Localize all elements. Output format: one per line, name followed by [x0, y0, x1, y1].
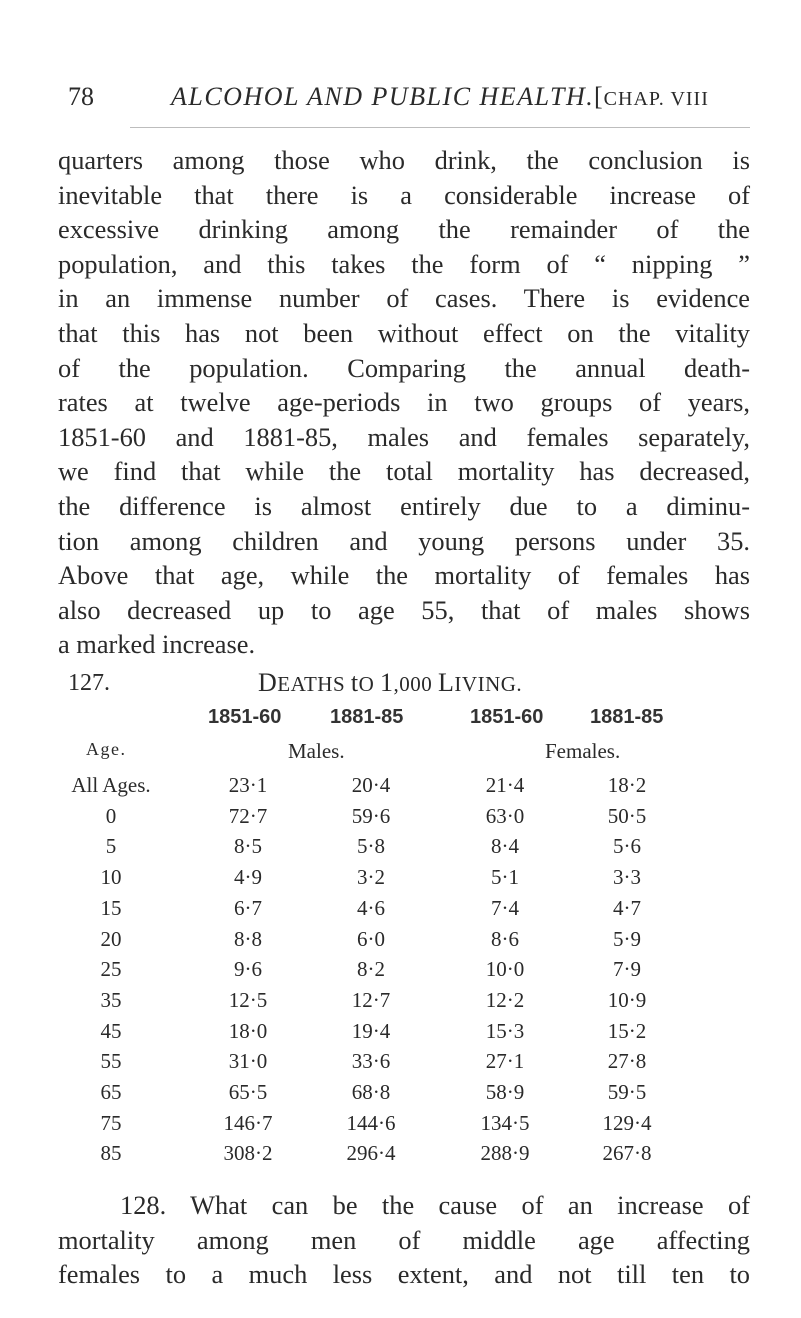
body-line: 1851-60 and 1881-85, males and females separately, — [58, 421, 750, 452]
rate-cell-m2: 5·8 — [357, 834, 385, 859]
chapter-label: CHAP. VIII — [603, 88, 709, 110]
rate-cell-f2: 4·7 — [613, 895, 641, 920]
table-row — [0, 896, 801, 922]
body-line: tion among children and young persons under 35. — [58, 525, 750, 556]
rate-cell-f1: 58·9 — [485, 1080, 525, 1104]
males-header: Males. — [288, 739, 345, 763]
rate-cell-f1: 21·4 — [485, 773, 525, 797]
rate-cell-f1: 288·9 — [480, 1141, 530, 1166]
age-cell: All Ages. — [71, 773, 151, 797]
period-header-female-2: 1881-85 — [590, 706, 664, 728]
rate-cell-m1: 9·6 — [234, 957, 262, 982]
age-cell: 10 — [100, 865, 122, 890]
rate-cell-m2: 68·8 — [351, 1080, 391, 1104]
rate-cell-f2: 267·8 — [602, 1141, 652, 1166]
rate-cell-f1: 12·2 — [485, 987, 525, 1012]
period-header-female-1: 1851-60 — [470, 706, 544, 728]
table-row — [0, 1111, 801, 1137]
rate-cell-m2: 8·2 — [357, 957, 385, 982]
rate-cell-f2: 18·2 — [607, 773, 647, 797]
age-cell: 25 — [100, 957, 122, 982]
section-number: 127. — [68, 670, 110, 696]
rate-cell-f2: 7·9 — [613, 957, 641, 982]
age-cell: 55 — [100, 1049, 122, 1074]
rate-cell-f2: 10·9 — [607, 987, 647, 1012]
running-title: ALCOHOL AND PUBLIC HEALTH. — [171, 82, 595, 111]
rate-cell-m1: 18·0 — [228, 1018, 268, 1043]
body-line: the difference is almost entirely due to a diminu- — [58, 490, 750, 521]
age-cell: 5 — [105, 834, 117, 859]
rate-cell-m1: 12·5 — [228, 987, 268, 1012]
body-line: we find that while the total mortality has decreased, — [58, 456, 750, 487]
rate-cell-m2: 33·6 — [351, 1049, 391, 1074]
rate-cell-f1: 10·0 — [485, 957, 525, 982]
rate-cell-m1: 8·8 — [234, 926, 262, 951]
body-line: in an immense number of cases. There is evidence — [58, 283, 750, 314]
rate-cell-m2: 296·4 — [346, 1141, 396, 1166]
rate-cell-f2: 5·6 — [613, 834, 641, 859]
rate-cell-m1: 4·9 — [234, 865, 262, 890]
rate-cell-m2: 6·0 — [357, 926, 385, 951]
closing-line: mortality among men of middle age affecting — [58, 1224, 750, 1255]
body-line: excessive drinking among the remainder of the — [58, 214, 750, 245]
rate-cell-f2: 50·5 — [607, 803, 647, 828]
age-cell: 85 — [100, 1141, 122, 1166]
table-row — [0, 834, 801, 860]
table-row — [0, 957, 801, 983]
rate-cell-f2: 5·9 — [613, 926, 641, 951]
table-row — [0, 1141, 801, 1167]
rate-cell-m2: 20·4 — [351, 773, 391, 797]
rate-cell-f2: 59·5 — [607, 1080, 647, 1104]
table-row — [0, 804, 801, 830]
females-header: Females. — [545, 739, 621, 763]
rate-cell-f2: 15·2 — [607, 1018, 647, 1043]
rate-cell-f2: 27·8 — [607, 1049, 647, 1074]
rate-cell-m1: 8·5 — [234, 834, 262, 859]
rate-cell-f1: 27·1 — [485, 1049, 525, 1074]
rate-cell-f2: 3·3 — [613, 865, 641, 890]
table-title: DEATHS tO 1,000 LIVING. — [258, 668, 523, 697]
rate-cell-m1: 72·7 — [228, 803, 268, 828]
page-number: 78 — [68, 82, 94, 111]
body-line: also decreased up to age 55, that of males shows — [58, 594, 750, 625]
body-line: a marked increase. — [58, 629, 256, 660]
body-line: of the population. Comparing the annual death- — [58, 352, 750, 383]
rate-cell-m1: 23·1 — [228, 773, 268, 797]
body-line: inevitable that there is a considerable increase of — [58, 179, 750, 210]
table-row — [0, 1080, 801, 1106]
chapter-reference: [CHAP. VIII — [594, 82, 709, 111]
closing-paragraph — [58, 1188, 750, 1292]
age-cell: 65 — [100, 1080, 122, 1104]
rate-cell-m1: 6·7 — [234, 895, 262, 920]
rate-cell-m2: 4·6 — [357, 895, 385, 920]
period-header-male-2: 1881-85 — [330, 706, 404, 728]
header-rule — [130, 127, 750, 128]
body-line: quarters among those who drink, the conclusion is — [58, 145, 750, 175]
closing-line: 128. What can be the cause of an increase of — [120, 1190, 750, 1220]
rate-cell-m1: 308·2 — [223, 1141, 273, 1166]
rate-cell-f1: 134·5 — [480, 1110, 530, 1135]
rate-cell-f2: 129·4 — [602, 1110, 652, 1135]
table-row — [0, 927, 801, 953]
period-header-male-1: 1851-60 — [208, 706, 282, 728]
body-line: Above that age, while the mortality of females has — [58, 560, 750, 591]
age-cell: 15 — [100, 895, 122, 920]
rate-cell-m1: 146·7 — [223, 1110, 273, 1135]
rate-cell-m2: 3·2 — [357, 865, 385, 890]
table-row — [0, 1049, 801, 1075]
closing-line: females to a much less extent, and not till ten to — [58, 1259, 750, 1290]
running-header — [68, 82, 748, 122]
body-line: population, and this takes the form of “ nipping ” — [58, 248, 750, 279]
rate-cell-f1: 8·6 — [491, 926, 519, 951]
rate-cell-f1: 15·3 — [485, 1018, 525, 1043]
age-cell: 45 — [100, 1018, 122, 1043]
rate-cell-f1: 7·4 — [491, 895, 519, 920]
age-column-header: Age. — [86, 739, 127, 759]
rate-cell-m1: 31·0 — [228, 1049, 268, 1074]
table-row — [0, 773, 801, 799]
table-row — [0, 865, 801, 891]
rate-cell-m2: 12·7 — [351, 987, 391, 1012]
rate-cell-m2: 144·6 — [346, 1110, 396, 1135]
age-cell: 35 — [100, 987, 122, 1012]
body-paragraph — [58, 143, 750, 662]
body-line: that this has not been without effect on the vitality — [58, 317, 750, 348]
age-cell: 0 — [105, 803, 117, 828]
table-row — [0, 988, 801, 1014]
rate-cell-f1: 5·1 — [491, 865, 519, 890]
rate-cell-m2: 59·6 — [351, 803, 391, 828]
rate-cell-m2: 19·4 — [351, 1018, 391, 1043]
age-cell: 20 — [100, 926, 122, 951]
rate-cell-f1: 8·4 — [491, 834, 519, 859]
table-row — [0, 1019, 801, 1045]
rate-cell-f1: 63·0 — [485, 803, 525, 828]
age-cell: 75 — [100, 1110, 122, 1135]
rate-cell-m1: 65·5 — [228, 1080, 268, 1104]
body-line: rates at twelve age-periods in two groups of years, — [58, 387, 750, 418]
